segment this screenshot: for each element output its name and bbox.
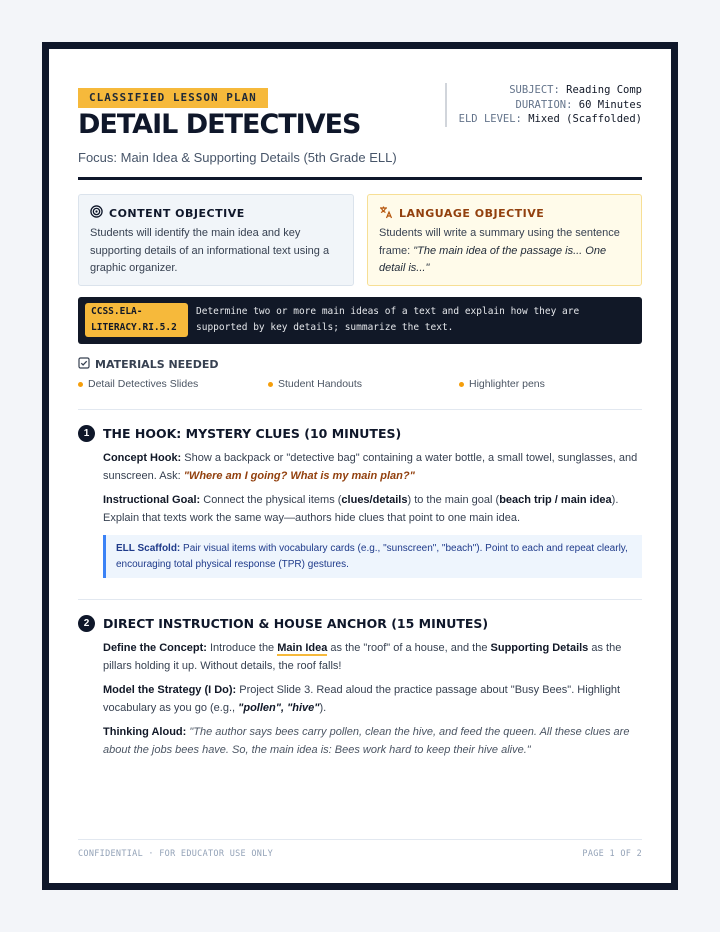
page-title: DETAIL DETECTIVES <box>78 109 361 140</box>
section-direct-instruction <box>78 613 642 766</box>
section-hook <box>78 423 642 578</box>
section-number: 2 <box>78 615 95 632</box>
bullet-icon <box>78 382 83 387</box>
lesson-plan-page <box>49 49 671 883</box>
content-objective-text: Students will identify the main idea and key supporting details of an informational text using a graphic organizer. <box>90 227 330 274</box>
language-objective-text: Students will write a summary using the sentence frame: "The main idea of the passage is... One detail is..." <box>379 227 620 274</box>
standard-banner <box>78 297 642 344</box>
footer <box>78 849 642 859</box>
meta-duration: DURATION: 60 Minutes <box>515 98 642 111</box>
standard-text: Determine two or more main ideas of a text and explain how they are supported by key details; summarize the text. <box>196 306 580 333</box>
concept-hook: Concept Hook: Show a backpack or "detective bag" containing a water bottle, a small towel, sunglasses, and sunscreen. Ask: "Where am I going? What is my main plan?" <box>103 452 638 482</box>
confidential-note: CONFIDENTIAL · FOR EDUCATOR USE ONLY <box>78 849 274 859</box>
section-divider <box>78 599 642 600</box>
page-frame <box>42 42 678 890</box>
thinking-aloud: Thinking Aloud: "The author says bees carry pollen, clean the hive, and feed the queen. All these clues are about the jobs bees have. So, the main idea is: Bees work hard to keep their hive alive." <box>103 726 630 756</box>
bullet-icon <box>268 382 273 387</box>
standard-code: CCSS.ELA- LITERACY.RI.5.2 <box>85 303 188 337</box>
define-concept: Define the Concept: Introduce the Main Idea as the "roof" of a house, and the Supporting Details as the pillars holding it up. Without details, the roof falls! <box>103 642 622 672</box>
lesson-meta <box>445 83 642 127</box>
content-objective-card <box>78 194 354 286</box>
page-number: PAGE 1 OF 2 <box>582 849 642 859</box>
ell-scaffold-callout: ELL Scaffold: Pair visual items with vocabulary cards (e.g., "sunscreen", "beach"). Point to each and repeat clearly, encouraging total physical response (TPR) gestures. <box>103 535 642 578</box>
section-number: 1 <box>78 425 95 442</box>
sentence-frame: "The main idea of the passage is... One detail is..." <box>379 244 607 274</box>
bullet-icon <box>459 382 464 387</box>
focus-subtitle: Focus: Main Idea & Supporting Details (5th Grade ELL) <box>78 150 397 165</box>
target-icon <box>90 205 103 221</box>
instructional-goal: Instructional Goal: Connect the physical items (clues/details) to the main goal (beach trip / main idea). Explain that texts work the same way—authors hide clues that point to one main idea. <box>103 494 619 524</box>
materials-heading: MATERIALS NEEDED <box>78 357 218 372</box>
meta-eld-level: ELD LEVEL: Mixed (Scaffolded) <box>458 113 642 125</box>
section-divider <box>78 409 642 410</box>
list-item: Highlighter pens <box>459 378 545 390</box>
language-objective-card <box>367 194 642 286</box>
section-title: DIRECT INSTRUCTION & HOUSE ANCHOR (15 MINUTES) <box>103 615 489 631</box>
materials-list <box>78 378 642 392</box>
header <box>78 79 642 174</box>
header-divider <box>78 177 642 180</box>
content-objective-heading: CONTENT OBJECTIVE <box>109 206 245 220</box>
list-item: Detail Detectives Slides <box>78 378 198 390</box>
objectives <box>78 194 642 286</box>
language-objective-heading: LANGUAGE OBJECTIVE <box>399 206 545 220</box>
classified-tag: CLASSIFIED LESSON PLAN <box>78 88 268 108</box>
page-content <box>78 79 642 859</box>
list-item: Student Handouts <box>268 378 362 390</box>
section-title: THE HOOK: MYSTERY CLUES (10 MINUTES) <box>103 425 402 441</box>
meta-subject: SUBJECT: Reading Comp <box>509 84 642 96</box>
translate-icon <box>379 205 393 222</box>
model-strategy: Model the Strategy (I Do): Project Slide 3. Read aloud the practice passage about "Busy Bees". Highlight vocabulary as you go (e.g., "pollen", "hive"). <box>103 684 621 714</box>
checkbox-icon <box>78 357 90 372</box>
footer-divider <box>78 839 642 840</box>
